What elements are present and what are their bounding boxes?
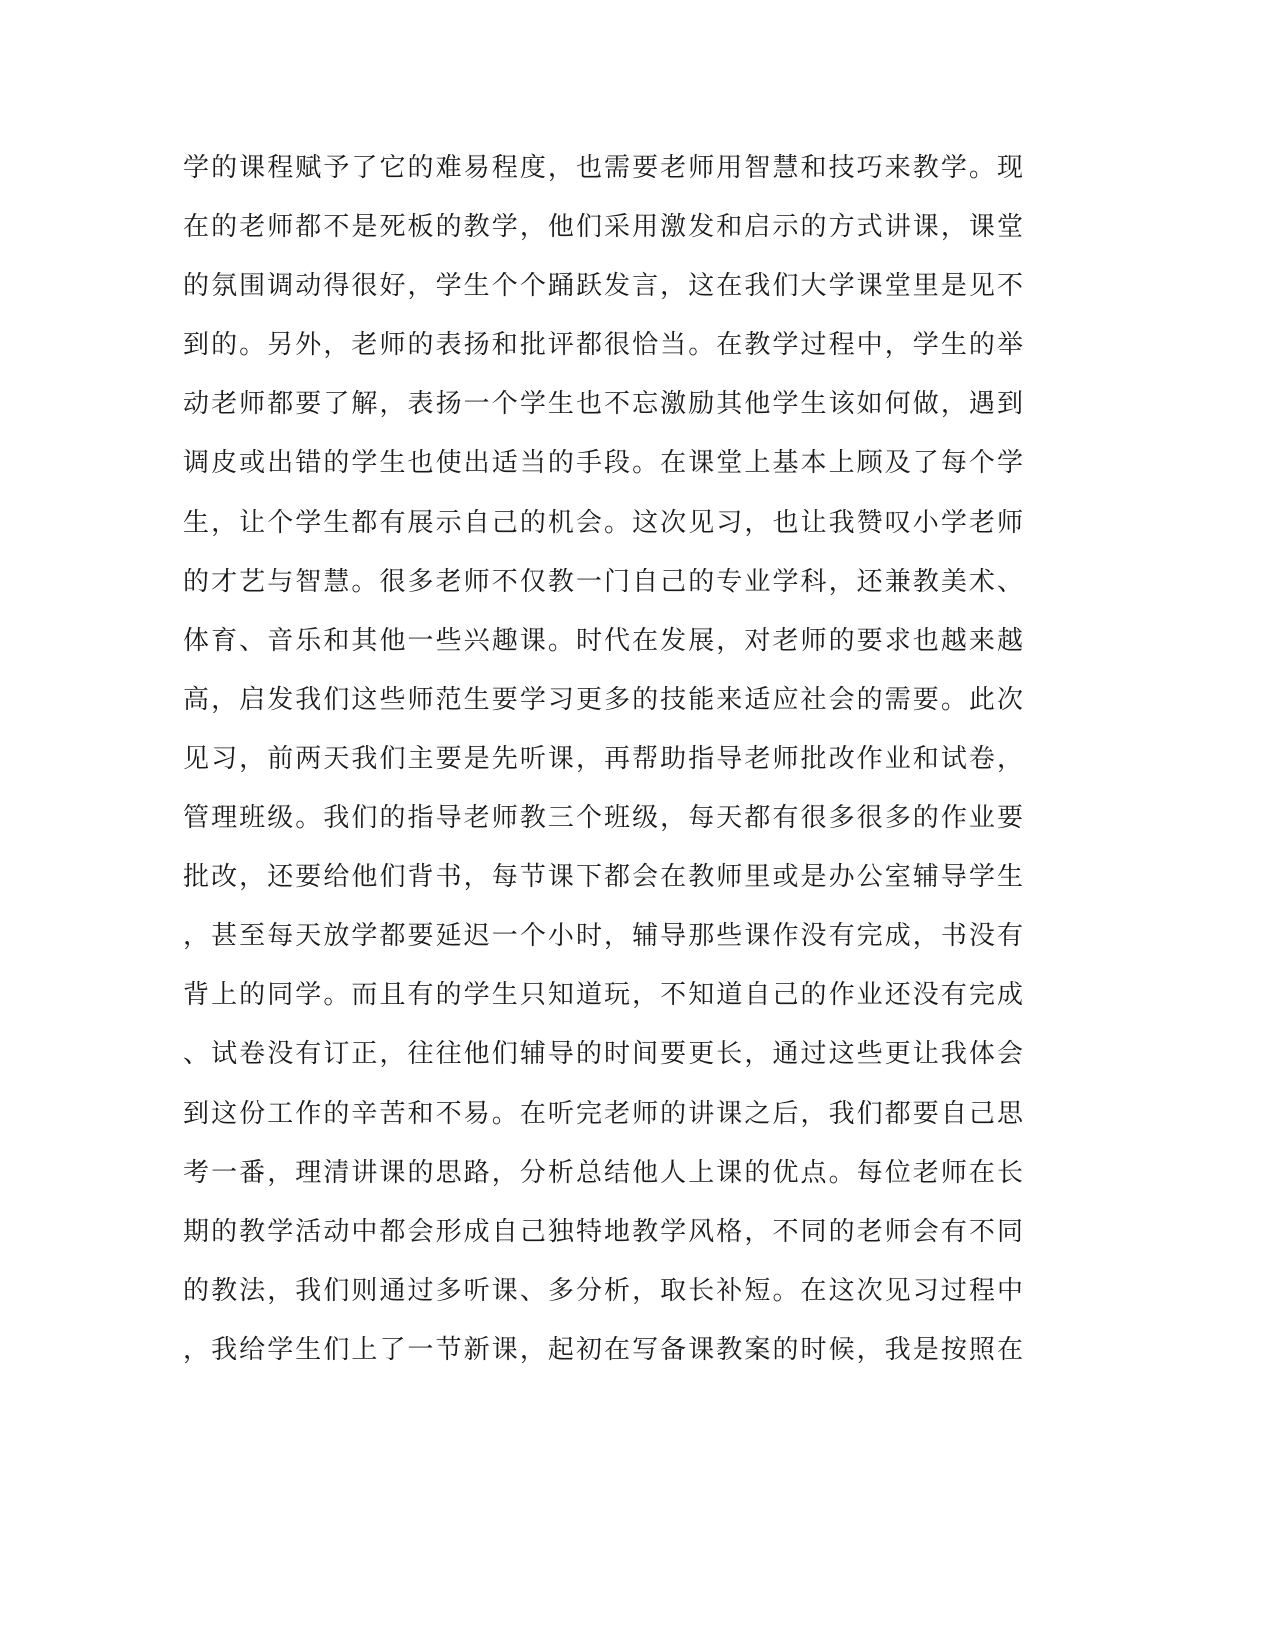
text-line: 体育、音乐和其他一些兴趣课。时代在发展，对老师的要求也越来越 [183, 625, 1023, 656]
text-line: 的才艺与智慧。很多老师不仅教一门自己的专业学科，还兼教美术、 [183, 566, 1023, 597]
text-line: ，我给学生们上了一节新课，起初在写备课教案的时候，我是按照在 [183, 1334, 1023, 1365]
text-line: 学的课程赋予了它的难易程度，也需要老师用智慧和技巧来教学。现 [183, 153, 1023, 183]
text-line: 高，启发我们这些师范生要学习更多的技能来适应社会的需要。此次 [183, 684, 1023, 715]
text-line: 批改，还要给他们背书，每节课下都会在教师里或是办公室辅导学生 [183, 862, 1023, 893]
text-line: 期的教学活动中都会形成自己独特地教学风格，不同的老师会有不同 [183, 1216, 1023, 1247]
text-line: 考一番，理清讲课的思路，分析总结他人上课的优点。每位老师在长 [183, 1157, 1023, 1188]
text-line: 到这份工作的辛苦和不易。在听完老师的讲课之后，我们都要自己思 [183, 1098, 1023, 1129]
text-line: 、试卷没有订正，往往他们辅导的时间要更长，通过这些更让我体会 [183, 1039, 1023, 1070]
text-line: 到的。另外，老师的表扬和批评都很恰当。在教学过程中，学生的举 [183, 330, 1023, 361]
text-line: 管理班级。我们的指导老师教三个班级，每天都有很多很多的作业要 [183, 803, 1023, 834]
text-line: 生，让个学生都有展示自己的机会。这次见习，也让我赞叹小学老师 [183, 507, 1023, 538]
text-line: 背上的同学。而且有的学生只知道玩，不知道自己的作业还没有完成 [183, 980, 1023, 1011]
text-line: 动老师都要了解，表扬一个学生也不忘激励其他学生该如何做，遇到 [183, 389, 1023, 420]
text-line: 的氛围调动得很好，学生个个踊跃发言，这在我们大学课堂里是见不 [183, 271, 1023, 302]
text-line: 的教法，我们则通过多听课、多分析，取长补短。在这次见习过程中 [183, 1275, 1023, 1306]
text-line: 在的老师都不是死板的教学，他们采用激发和启示的方式讲课，课堂 [183, 212, 1023, 243]
text-line: 调皮或出错的学生也使出适当的手段。在课堂上基本上顾及了每个学 [183, 448, 1023, 479]
text-line: 见习，前两天我们主要是先听课，再帮助指导老师批改作业和试卷， [183, 743, 1023, 774]
text-line: ，甚至每天放学都要延迟一个小时，辅导那些课作没有完成，书没有 [183, 921, 1023, 952]
body-text [183, 139, 1023, 1380]
